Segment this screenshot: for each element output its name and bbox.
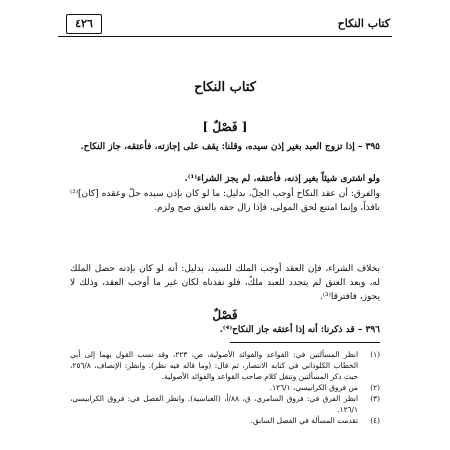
section-heading: [ فَصْلٌ ] xyxy=(202,120,248,134)
issue-395: ٣٩٥ – إذا تزوج العبد بغير إذن سيده، وقلنا: يقف على إجازته، فأعتقه، جاز النكاح. xyxy=(80,142,380,152)
footnote-number: (٢) xyxy=(370,383,380,392)
footnote-text: من فروق الكرابيسي، ١٢٦/١. xyxy=(269,383,358,392)
footnote-number: (٤) xyxy=(370,416,380,425)
footnote-text: تقدمت المسألة في الفصل السابق. xyxy=(250,416,358,425)
chapter-title: كتاب النكاح xyxy=(194,80,256,95)
page-number: ٤٢٦ xyxy=(66,14,102,34)
footnotes xyxy=(70,349,380,426)
header-rule xyxy=(58,36,392,37)
purchase-paragraph: بخلاف الشراء، فإن العقد أوجب الملك للسيد، بدليل: أنه لو كان بإذنه حصل الملك له، وبعد العتق لم يتجدد للعبد ملكٌ، فلو نفذناه لكان غير ما أوجب العقد، وذلك لا يجوز، فافترقا⁽³⁾. xyxy=(70,264,380,302)
footnote-4 xyxy=(70,415,380,426)
section-heading-2: فَصْلٌ xyxy=(212,308,238,322)
running-title: كتاب النكاح xyxy=(337,17,390,30)
footnote-number: (٣) xyxy=(370,394,380,403)
difference-paragraph: والفرق: أن عقد النكاح أوجب الحِلّ، بدليل: ما لو كان بإذن سيده حلّ وعقده [كان]⁽²⁾ نافذاً، وإنما امتنع لحق المولى، فإذا زال حقه بالعتق صح ولزم. xyxy=(70,189,380,213)
footnote-1 xyxy=(70,349,380,382)
page-header xyxy=(58,14,392,36)
footnote-text: انظر الفرق في: فروق السامري، ق، ٨٨/أ، (العباسية). وانظر الفصل في: فروق الكرابيسي، ١٢٦/١. xyxy=(70,394,358,414)
footnote-text: انظر المسألتين في: القواعد والفوائد الأصولية، ص، ٢٢٣، وقد نسب القول بهما إلى أبي الخطاب الكلوذاني في كتابه الانتصار، ثم قال: (وما قاله فيه نظر). وانظر: الإنصاف، ٢٥٦/٨، حيث ذكر المسألتين وتنقل كلام صاحب القواعد والفوائد الأصولية. xyxy=(70,350,358,381)
footnote-separator xyxy=(230,342,380,343)
issue-395-purchase: ولو اشترى شيئاً بغير إذنه، فأعتقه، لم يجز الشراء⁽¹⁾. xyxy=(184,174,380,184)
issue-396: ٣٩٦ – قد ذكرنا: أنه إذا أعتقه جاز النكاح⁽⁴⁾. xyxy=(219,325,380,335)
footnote-3 xyxy=(70,393,380,415)
footnote-2 xyxy=(70,382,380,393)
footnote-number: (١) xyxy=(370,350,380,359)
